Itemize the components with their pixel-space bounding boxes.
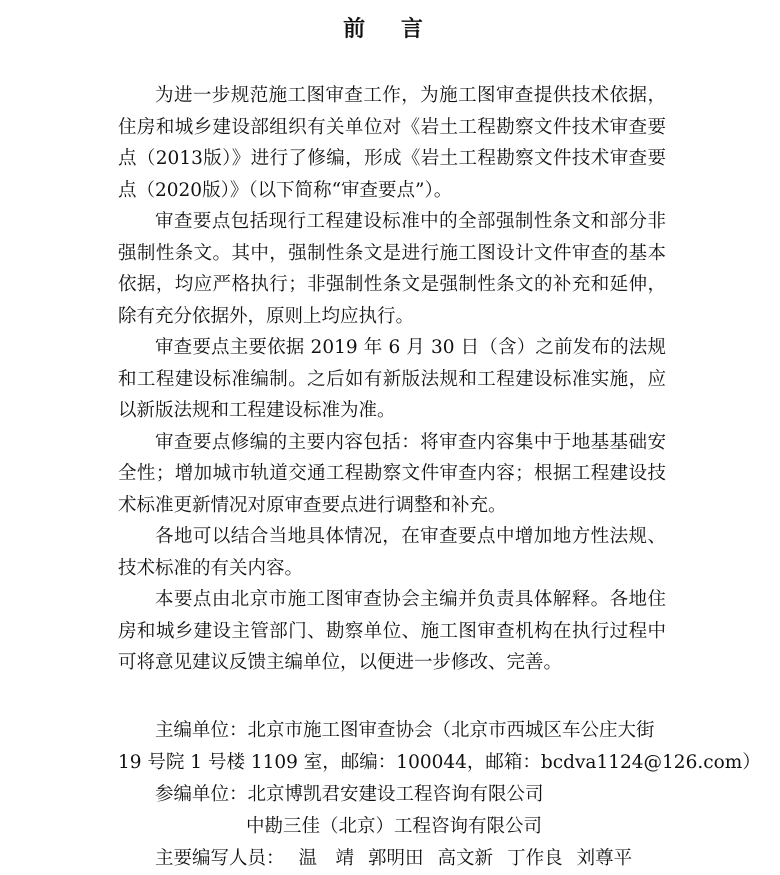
paragraph: 审查要点修编的主要内容包括：将审查内容集中于地基基础安全性；增加城市轨道交通工程勘察文件审查内容；根据工程建设技术标准更新情况对原审查要点进行调整和补充。 [118,431,666,516]
writer-name: 刘尊平 [576,848,633,869]
paragraph: 为进一步规范施工图审查工作，为施工图审查提供技术依据，住房和城乡建设部组织有关单位对《岩土工程勘察文件技术审查要点（2013版）》进行了修编，形成《岩土工程勘察文件技术审查要点（2020版）》（以下简称“审查要点”）。 [118,85,666,201]
page-title: 前 言 [343,16,437,42]
preface-body [118,80,666,679]
paragraph: 本要点由北京市施工图审查协会主编并负责具体解释。各地住房和城乡建设主管部门、勘察单位、施工图审查机构在执行过程中可将意见建议反馈主编单位，以便进一步修改、完善。 [118,589,666,673]
writer-name: 丁作良 [507,848,563,869]
writer-name: 高文新 [437,848,494,869]
chief-editor-line-2: 19 号院 1 号楼 1109 室，邮编：100044，邮箱：bcdva1124@126.com） [118,752,761,773]
credits-block [118,715,761,875]
paragraph: 各地可以结合当地具体情况，在审查要点中增加地方性法规、技术标准的有关内容。 [118,526,666,579]
writer-name: 郭明田 [368,848,424,869]
writer-name: 温 靖 [298,848,355,869]
paragraph: 审查要点包括现行工程建设标准中的全部强制性条文和部分非强制性条文。其中，强制性条文是进行施工图设计文件审查的基本依据，均应严格执行；非强制性条文是强制性条文的补充和延伸，除有充分依据外，原则上均应执行。 [118,211,666,327]
writers-label: 主要编写人员： [155,848,285,869]
chief-editor-line-1: 主编单位：北京市施工图审查协会（北京市西城区车公庄大街 [155,720,655,741]
main-writers-line [118,843,678,875]
participant-unit-line-1: 参编单位：北京博凯君安建设工程咨询有限公司 [155,784,544,805]
paragraph: 审查要点主要依据 2019 年 6 月 30 日（含）之前发布的法规和工程建设标准编制。之后如有新版法规和工程建设标准实施，应以新版法规和工程建设标准为准。 [118,337,666,421]
participant-unit-line-2: 中勘三佳（北京）工程咨询有限公司 [246,816,543,837]
